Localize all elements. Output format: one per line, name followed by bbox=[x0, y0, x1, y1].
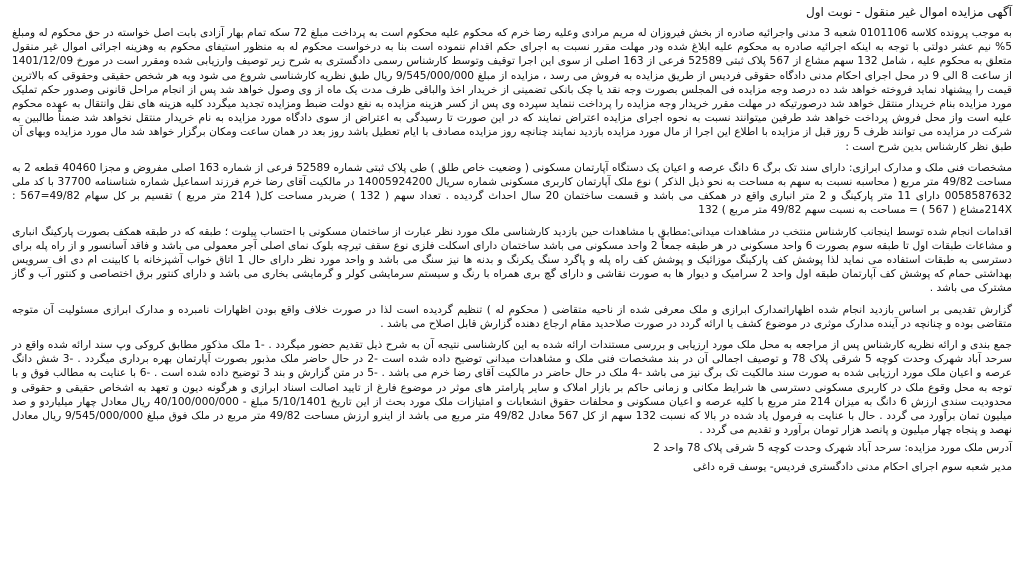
property-address: آدرس ملک مورد مزایده: سرحد آباد شهرک وحدت کوچه 5 شرقی پلاک 78 واحد 2 bbox=[653, 442, 1012, 455]
signature-line: مدیر شعبه سوم اجرای احکام مدنی دادگستری فردیس- یوسف قره داغی bbox=[692, 460, 1012, 473]
expert-conclusion-paragraph: جمع بندی و ارائه نظریه کارشناس پس از مراجعه به محل ملک مورد ارزیابی و بررسی مستندات ارائه شده به این کارشناسی نتیجه آن به شرح ذیل تقدیم حضور میگردد . -1 ملک مذکور مطابق کروکی وپ سند ارائه شده واقع در سرحد آباد شهرک وحدت کوچه 5 شرقی پلاک 78 و توصیف اجمالی آن در بند مشخصات فنی ملک و مشاهدات میدانی توضیح داده شده است -2 در حال حاضر ملک مذبور بصورت آپارتمان بهره برداری میگردد . -3 شش دانگ عرصه و اعیان ملک مورد ارزیابی شده به صورت سند مالکیت تک برگ نیز می باشد -4 ملک در حال حاضر در مالکیت آقای رضا خرم می باشد . -5 در متن گزارش و بند 3 توضیح داده شده است . -6 با عنایت به مطالب فوق و با توجه به محل وقوع ملک در کاربری مسکونی دسترسی ها شرایط مکانی و زمانی حاکم بر بازار املاک و سایر پارامتر های موثر در موضوع فارغ از تایید اصالت اسناد ابرازی و هرگونه دیون و تعهد به اشخاص حقیقی و حقوقی و محدودیت سندی ارزش 6 دانگ به میزان 214 متر مربع با کلیه عرصه و اعیان مسکونی و محلفات حقوق انشعابات و امتیازات ملک مورد بحث از این تاریخ 5/10/1401 مبلغ - 40/100/000/000 ریال معادل چهار میلیاردو و صد میلیون تمان برآورد می گردد . حال با عنایت به فرمول یاد شده در بالا که نسبت 132 سهم از کل 567 معادل 49/82 متر مربع می باشد از اینرو ارزش مساحت 49/82 متر مربع در ملک فوق مبلغ 9/545/000/000 ریال معادل نهصد و پنجاه چهار میلیون و پانصد هزار تومان برآورد و تقدیم می گردد . bbox=[12, 339, 1012, 437]
technical-specs-paragraph: مشخصات فنی ملک و مدارک ابرازی: دارای سند تک برگ 6 دانگ عرصه و اعیان یک دستگاه آپارتمان مسکونی ( وضعیت خاص طلق ) طی پلاک ثبتی شماره 52589 فرعی از شماره 163 اصلی مفروض و مجزا 40460 قطعه 2 به مساحت 49/82 متر مربع ( محاسبه نسبت به سهم به مساحت به نحو ذیل الذکر ) نوع ملک آپارتمان کاربری مسکونی شماره سریال 14005924200 در مالکیت آقای رضا خرم فرزند اسماعیل شماره شناسنامه 37700 با کد ملی 0058587632 دارای 11 متر پارکینگ و 2 متر انباری واقع در همکف می باشد و قسمت ساختمان 20 سال احداث گردیده . تعداد سهم ( 132 ) ضربدر مساحت کل( 214 متر مربع ) تقسیم بر کل سهام 49/82=567 : 214Xمشاع ( 567 ) = مساحت به نسبت سهم 49/82 متر مربع ) 132 bbox=[12, 161, 1013, 217]
field-observations-paragraph: اقدامات انجام شده توسط اینجانب کارشناس منتخب در مشاهدات میدانی:مطابق با مشاهدات حین بازدید کارشناسی ملک مورد نظر عبارت از ساختمان مسکونی با احتساب پیلوت ؛ طبقه که در طبقه همکف بصورت پارکینگ انباری و مشاعات طبقات اول تا طبقه سوم بصورت 6 واحد مسکونی در هر طبقه جمعاً 2 واحد مسکونی می باشد ساختمان دارای اسکلت فلزی نوع سقف تیرچه بلوک نمای اصلی آجر معمولی می باشد و فاقد آسانسور و از راه پله برای دسترسی به طبقات استفاده می نماید لذا پوشش کف پارکینگ موزائیک و پوشش کف راه پله و پاگرد سنگ یکرنگ و بدنه ها نیز سنگ می باشد و واحد مورد نظر دارای حال 1 اتاق خواب آشپزخانه با کابینت ام دی اف سرویس بهداشتی حمام که پوشش کف آپارتمان طبقه اول واحد 2 سرامیک و دیوار ها به صورت نقاشی و دارای گچ بری همراه با رنگ و سیستم سرمایشی کولر و گرمایشی بخاری می باشد و دارای کنتور برق اختصاصی و کنتور آب و گاز مشترک می باشد . bbox=[12, 225, 1012, 295]
notice-title: آگهی مزایده اموال غیر منقول - نوبت اول bbox=[806, 5, 1012, 19]
case-details-paragraph: به موجب پرونده کلاسه 0101106 شعبه 3 مدنی واجرائیه صادره از بخش فیروزان له مریم مرادی وعلیه رضا خرم که محکوم علیه محکوم است به پرداخت مبلغ 72 سکه تمام بهار آزادی بابت اصل خواسته در حق محکوم له ومبلغ 5% نیم عشر دولتی با توجه به اینکه اجرائیه صادره به محکوم علیه ابلاغ شده ودر مهلت مقرر نسبت به اجرای حکم اقدام ننموده است بنا به درخواست محکوم له به منظور استیفای محکوم به وهزینه اجرائی اموال غیر منقول متعلق به محکوم علیه ، شامل 132 سهم مشاع از 567 پلاک ثبتی 52589 فرعی از 163 اصلی از سوی این اجرا توقیف وتوسط کارشناس رسمی دادگستری به شرح زیر توصیف وارزیابی شده ومقرر است در مورخ 1401/12/09 از ساعت 8 الی 9 در محل اجرای احکام مدنی دادگاه حقوقی فردیس از طریق مزایده به فروش می رسد ، مزایده از مبلغ 9/545/000/000 ریال طبق نظریه کارشناسی شروع می شود وبه هر شخص حقیقی وحقوقی که بالاترین قیمت را پیشنهاد نماید فروخته خواهد شد ده درصد وجه مزایده فی المجلس بصورت وجه نقد یا چک بانکی تضمینی از خریدار اخذ والباقی ظرف مدت یک ماه از وی وصول خواهد شد پس از انجام مراحل قانونی وصدور حکم تملیک مورد مزایده بنام خریدار منتقل خواهد شد درصورتیکه در مهلت مقرر خریدار وجه مزایده را پرداخت ننماید سپرده وی پس از کسر هزینه مزایده به نفع دولت ضبط ومزایده تجدید میگردد کلیه هزینه های نقل وانتقال به عهده محکوم علیه است واز محل فروش پرداخت خواهد شد طرفین میتوانند نسبت به نحوه اجرای مزایده اعتراض نمایند که در این صورت تا رسیدگی به اعتراض از سوی دادگاه مورد مزایده به نام خریدار منتقل نخواهد شد ضمناً طالبین به شرکت در مزایده می توانند ظرف 5 روز قبل از مزایده با اطلاع این اجرا از مال مورد مزایده بازدید نمایند چنانچه روز مزایده مصادف با ایام تعطیل باشد روز بعد در همان ساعت ومکان برگزار خواهد شد مال مورد مزایده وبهای آن طبق نظر کارشناس بدین شرح است : bbox=[12, 27, 1013, 153]
report-disclaimer-paragraph: گزارش تقدیمی بر اساس بازدید انجام شده اظهاراتمدارک ابرازی و ملک معرفی شده از ناحیه متقاضی ( محکوم له ) تنظیم گردیده است لذا در صورت خلاف واقع بودن اظهارات نامبرده و مدارک ابرازی مسئولیت آن متوجه متقاضی بوده و چنانچه در آینده مدارک موثری در موضوع کشف یا ارائه گردد در صورت صلاحدید مقام ارجاع دهنده گزارش قابل اصلاح می باشد . bbox=[12, 303, 1012, 330]
